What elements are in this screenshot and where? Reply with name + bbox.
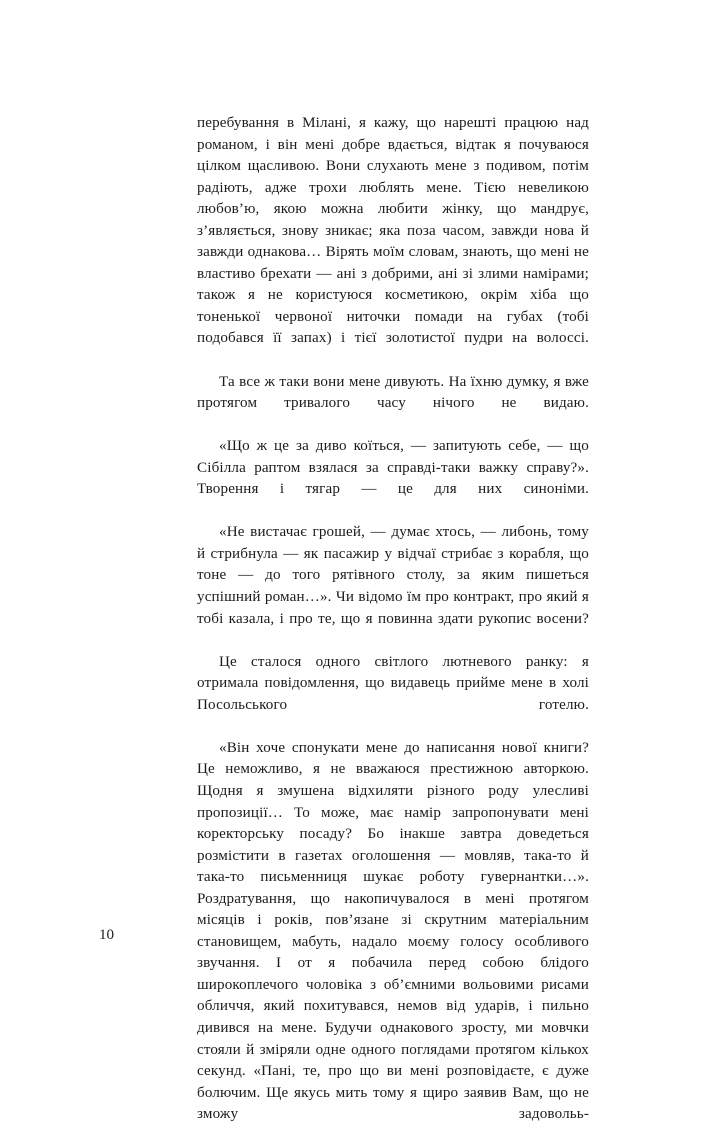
paragraph: «Не вистачає грошей, — думає хтось, — либонь, тому й стрибнула — як пасажир у відчаї стрибає з корабля, що тоне — до того рятівного столу, за яким пишеться успішний роман…». Чи відомо їм про контракт, про який я тобі казала, і про те, що я повинна здати рукопис восени?: [197, 524, 589, 627]
paragraph: Та все ж таки вони мене дивують. На їхню думку, я вже протягом тривалого часу нічого не видаю.: [197, 373, 589, 412]
paragraph: «Що ж це за диво коїться, — запитують себе, — що Сібілла раптом взялася за справді-таки важку справу?». Творення і тягар — це для них синоніми.: [197, 438, 589, 498]
page-number: 10: [99, 927, 115, 943]
paragraph: «Він хоче спонукати мене до написання нової книги? Це неможливо, я не вважаюся престижною авторкою. Щодня я змушена відхиляти різного роду улесливі пропозиції… То може, має намір запропонувати мені коректорську посаду? Бо інакше завтра доведеться розмістити в газетах оголошення — мовляв, така-то й така-то письменниця шукає роботу гувернантки…». Роздратування, що накопичувалося в мені протягом місяців і років, пов’язане зі скрутним матеріальним становищем, мабуть, надало моєму голосу особливого звучання. І от я побачила перед собою блідого широкоплечого чоловіка з об’ємними вольовими рисами обличчя, який похитувався, немов від ударів, і пильно дивився на мене. Будучи однакового зросту, ми мовчки стояли й зміряли одне одного поглядами протягом кількох секунд. «Пані, те, про що ви мені розповідаєте, є дуже болючим. Ще якусь мить тому я щиро заявив Вам, що не зможу задовольь-: [197, 739, 589, 1123]
paragraph: перебування в Мілані, я кажу, що нарешті працюю над романом, і він мені добре вдається, відтак я почуваюся цілком щасливою. Вони слухають мене з подивом, потім радіють, адже трохи люблять мене. Тією невеликою любов’ю, якою можна любити жінку, що мандрує, з’являється, знову зникає; яка поза часом, завжди нова й завжди однакова… Вірять моїм словам, знають, що мені не властиво брехати — ані з добрими, ані зі злими намірами; також я не користуюся косметикою, окрім хіба що тоненької червоної ниточки помади на губах (тобі подобався її запах) і тієї золотистої пудри на волоссі.: [197, 115, 589, 347]
paragraph: Це сталося одного світлого лютневого ранку: я отримала повідомлення, що видавець прийме мене в холі Посольського готелю.: [197, 653, 589, 713]
page-text-block: [197, 113, 589, 1147]
